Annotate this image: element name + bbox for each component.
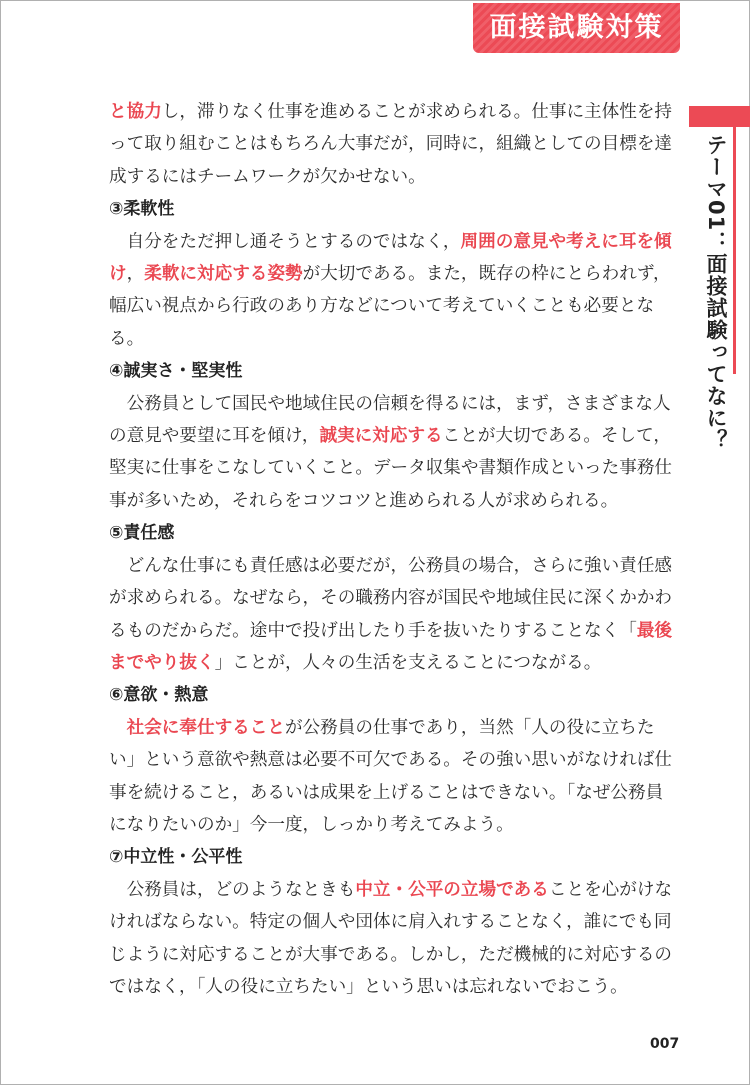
section-heading: ⑦中立性・公平性 [109,847,243,868]
text-run: 自分をただ押し通そうとするのではなく， [126,231,461,252]
highlight-text: 社会に奉仕すること [126,717,285,738]
text-run: ことが大切である。そして，堅実に仕事をこなしていくこと。データ収集や書類作成といった事務仕事が多いため，それらをコツコツと進められる人が求められる。 [109,426,673,511]
body-paragraph [109,550,677,680]
body-paragraph [109,712,677,842]
side-accent-line [733,127,736,374]
page-number: 007 [650,1036,680,1052]
highlight-text: と協力 [109,102,162,122]
side-theme-label: テーマ01：面接試験ってなに？ [704,134,728,452]
highlight-text: 中立・公平の立場である [355,879,549,900]
section-title-tab: 面接試験対策 [473,3,680,53]
highlight-text: 柔軟に対応する姿勢 [144,264,303,285]
section-heading: ③柔軟性 [109,199,175,220]
text-run: 公務員として国民や地域住民の信頼を得るには，まず，さまざまな人の意見や要望に耳を傾け， [109,393,671,447]
text-run: どんな仕事にも責任感は必要だが，公務員の場合，さらに強い責任感が求められる。なぜなら，その職務内容が国民や地域住民に深くかかわるものだからだ。途中で投げ出したり手を抜いたりすることなく「 [109,555,673,641]
highlight-text: 周囲の意見や考えに耳を傾け [109,231,672,285]
highlight-text: 最後までやり抜く [109,620,673,673]
body-paragraph [109,874,677,1004]
body-paragraph [109,388,677,518]
text-run: ， [126,264,145,285]
highlight-text: 誠実に対応する [319,426,443,447]
text-run: ことを心がけなければならない。特定の個人や団体に肩入れすることなく，誰にでも同じように対応することが大事である。しかし，ただ機械的に対応するのではなく，「人の役に立ちたい」という思いは忘れないでおこう。 [109,879,673,997]
body-paragraph [109,226,677,356]
body-paragraph [109,96,677,193]
section-heading: ⑤責任感 [109,523,175,544]
text-run: が大切である。また，既存の枠にとらわれず，幅広い視点から行政のあり方などについて考えていくことも必要となる。 [109,264,671,349]
body-text [109,96,677,1003]
text-run: が公務員の仕事であり，当然「人の役に立ちたい」という意欲や熱意は必要不可欠である。その強い思いがなければ仕事を続けること，あるいは成果を上げることはできない。「なぜ公務員になりたいのか」今一度，しっかり考えてみよう。 [109,717,673,835]
text-run: 公務員は，どのようなときも [126,879,356,900]
section-heading: ⑥意欲・熱意 [109,685,209,706]
text-run: し，滞りなく仕事を進めることが求められる。仕事に主体性を持って取り組むことはもちろん大事だが，同時に，組織としての目標を達成するにはチームワークが欠かせない。 [109,102,673,187]
section-heading: ④誠実さ・堅実性 [109,361,243,382]
side-tab-marker [689,106,750,127]
text-run: 」ことが，人々の生活を支えることにつながる。 [214,652,602,673]
